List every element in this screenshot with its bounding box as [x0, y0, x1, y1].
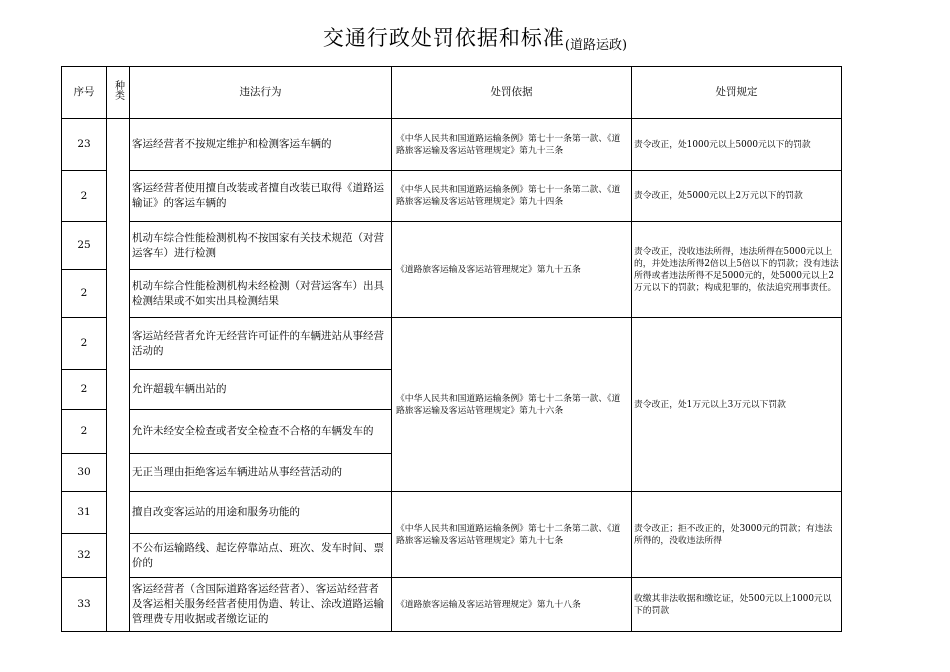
kind-cell: [107, 119, 130, 632]
row-basis: 《中华人民共和国道路运输条例》第七十二条第一款、《道路旅客运输及客运站管理规定》第九十六条: [392, 318, 632, 492]
row-seq: 2: [62, 270, 107, 318]
row-penalty: 责令改正，没收违法所得，违法所得在5000元以上的，并处违法所得2倍以上5倍以下的罚款；没有违法所得或者违法所得不足5000元的，处5000元以上2万元以下的罚款；构成犯罪的，依法追究刑事责任。: [632, 222, 842, 318]
row-penalty: 责令改正，处5000元以上2万元以下的罚款: [632, 171, 842, 222]
row-act: 客运站经营者允许无经营许可证件的车辆进站从事经营活动的: [130, 318, 392, 370]
row-seq: 33: [62, 578, 107, 632]
row-act: 允许未经安全检查或者安全检查不合格的车辆发车的: [130, 410, 392, 454]
row-seq: 32: [62, 534, 107, 578]
row-basis: 《中华人民共和国道路运输条例》第七十一条第二款、《道路旅客运输及客运站管理规定》第九十四条: [392, 171, 632, 222]
row-basis: 《道路旅客运输及客运站管理规定》第九十五条: [392, 222, 632, 318]
table-row: [62, 578, 842, 632]
row-basis: 《道路旅客运输及客运站管理规定》第九十八条: [392, 578, 632, 632]
row-act: 擅自改变客运站的用途和服务功能的: [130, 492, 392, 534]
row-penalty: 责令改正；拒不改正的，处3000元的罚款；有违法所得的，没收违法所得: [632, 492, 842, 578]
title-main: 交通行政处罚依据和标准: [322, 26, 565, 50]
row-act: 客运经营者使用擅自改装或者擅自改装已取得《道路运输证》的客运车辆的: [130, 171, 392, 222]
row-seq: 30: [62, 454, 107, 492]
table-row: [62, 318, 842, 370]
row-seq: 2: [62, 370, 107, 410]
row-act: 不公布运输路线、起讫停靠站点、班次、发车时间、票价的: [130, 534, 392, 578]
table-row: [62, 171, 842, 222]
row-act: 客运经营者（含国际道路客运经营者）、客运站经营者及客运相关服务经营者使用伪造、转让、涂改道路运输管理费专用收据或者缴讫证的: [130, 578, 392, 632]
row-act: 机动车综合性能检测机构不按国家有关技术规范（对营运客车）进行检测: [130, 222, 392, 270]
page-title: [0, 22, 950, 52]
table-row: [62, 492, 842, 534]
header-kind: 种类: [107, 67, 130, 119]
row-act: 机动车综合性能检测机构未经检测（对营运客车）出具检测结果或不如实出具检测结果: [130, 270, 392, 318]
header-seq: 序号: [62, 67, 107, 119]
row-seq: 23: [62, 119, 107, 171]
header-act: 违法行为: [130, 67, 392, 119]
header-penalty: 处罚规定: [632, 67, 842, 119]
table-row: [62, 222, 842, 270]
row-seq: 2: [62, 171, 107, 222]
row-act: 无正当理由拒绝客运车辆进站从事经营活动的: [130, 454, 392, 492]
row-seq: 2: [62, 318, 107, 370]
penalty-table: [61, 66, 842, 632]
row-seq: 2: [62, 410, 107, 454]
row-penalty: 责令改正，处1万元以上3万元以下罚款: [632, 318, 842, 492]
row-penalty: 责令改正，处1000元以上5000元以下的罚款: [632, 119, 842, 171]
row-seq: 31: [62, 492, 107, 534]
row-act: 允许超载车辆出站的: [130, 370, 392, 410]
row-seq: 25: [62, 222, 107, 270]
row-act: 客运经营者不按规定维护和检测客运车辆的: [130, 119, 392, 171]
row-penalty: 收缴其非法收据和缴讫证，处500元以上1000元以下的罚款: [632, 578, 842, 632]
title-subtitle: (道路运政): [564, 38, 628, 53]
row-basis: 《中华人民共和国道路运输条例》第七十二条第二款、《道路旅客运输及客运站管理规定》第九十七条: [392, 492, 632, 578]
table-row: [62, 119, 842, 171]
header-basis: 处罚依据: [392, 67, 632, 119]
row-basis: 《中华人民共和国道路运输条例》第七十一条第一款、《道路旅客运输及客运站管理规定》第九十三条: [392, 119, 632, 171]
header-row: [62, 67, 842, 119]
